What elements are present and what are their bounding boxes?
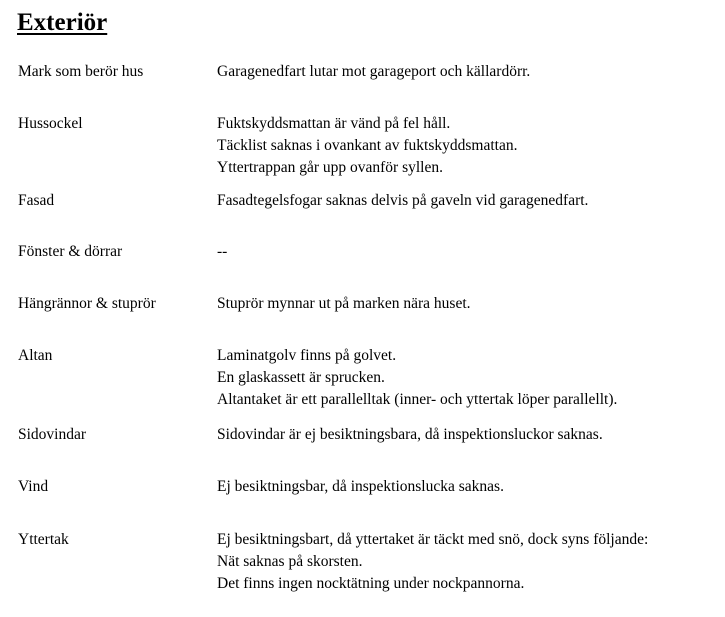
row-label: Fönster & dörrar (18, 243, 123, 260)
description-line: Sidovindar är ej besiktningsbara, då inspektionsluckor saknas. (217, 426, 603, 443)
row-description (217, 61, 717, 83)
row-label: Vind (18, 478, 49, 495)
description-line: Täcklist saknas i ovankant av fuktskyddsmattan. (217, 137, 518, 154)
description-line: Yttertrappan går upp ovanför syllen. (217, 159, 443, 176)
row-description (217, 424, 717, 446)
row-description (217, 241, 717, 263)
row-description (217, 476, 717, 498)
row-description (217, 113, 717, 179)
row-description (217, 190, 717, 212)
row-label: Altan (18, 347, 53, 364)
description-line: Ej besiktningsbar, då inspektionslucka saknas. (217, 478, 504, 495)
row-description (217, 345, 717, 411)
row-description (217, 529, 717, 595)
row-label: Fasad (18, 192, 55, 209)
row-description (217, 293, 717, 315)
description-line: Stuprör mynnar ut på marken nära huset. (217, 295, 471, 312)
description-line: Fasadtegelsfogar saknas delvis på gaveln vid garagenedfart. (217, 192, 589, 209)
description-line: Fuktskyddsmattan är vänd på fel håll. (217, 115, 451, 132)
description-line: -- (217, 243, 228, 260)
row-label: Mark som berör hus (18, 63, 144, 80)
description-line: Garagenedfart lutar mot garageport och källardörr. (217, 63, 531, 80)
description-line: En glaskassett är sprucken. (217, 369, 385, 386)
row-label: Hussockel (18, 115, 83, 132)
row-label: Sidovindar (18, 426, 87, 443)
section-heading: Exteriör (17, 9, 108, 36)
description-line: Laminatgolv finns på golvet. (217, 347, 397, 364)
row-label: Yttertak (18, 531, 69, 548)
description-line: Nät saknas på skorsten. (217, 553, 363, 570)
description-line: Det finns ingen nocktätning under nockpannorna. (217, 575, 525, 592)
description-line: Ej besiktningsbart, då yttertaket är täckt med snö, dock syns följande: (217, 531, 649, 548)
description-line: Altantaket är ett parallelltak (inner- och yttertak löper parallellt). (217, 391, 618, 408)
row-label: Hängrännor & stuprör (18, 295, 156, 312)
